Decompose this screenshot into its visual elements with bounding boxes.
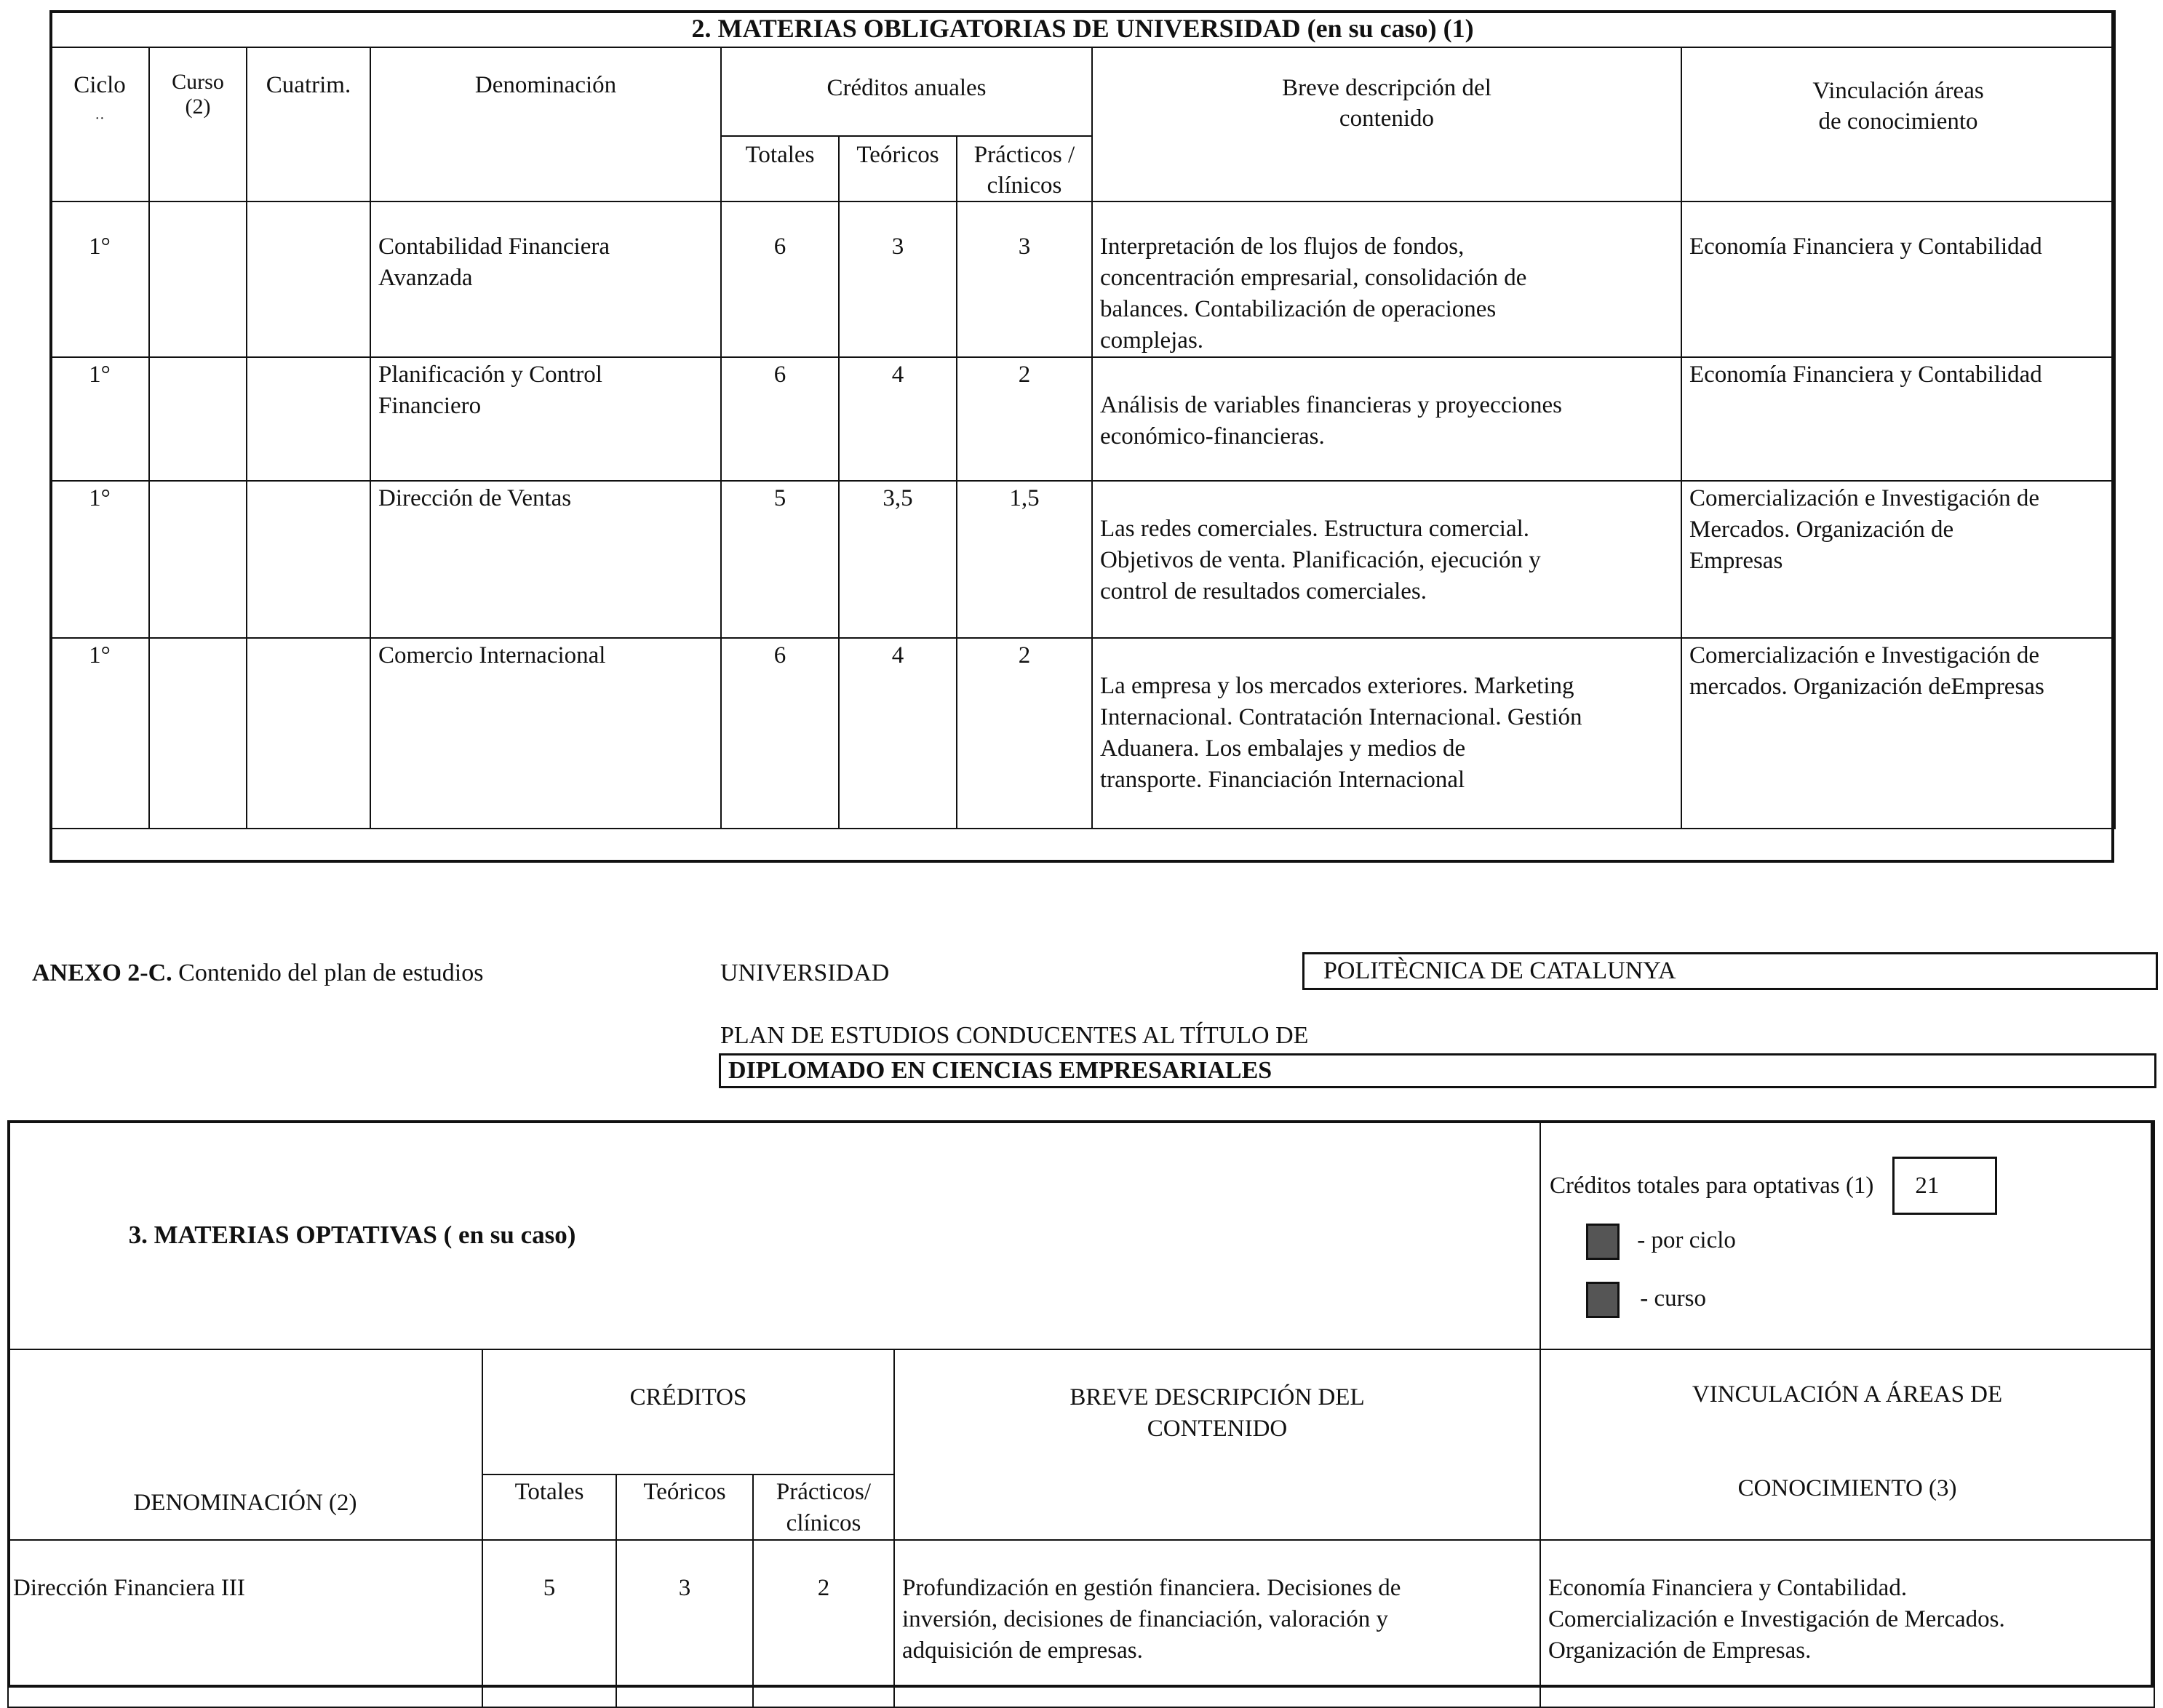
creditos-totales-value: 21 — [1892, 1157, 1997, 1215]
vinculacion-cell: Comercialización e Investigación de mercados. Organización deEmpresas — [1681, 638, 2115, 829]
teoricos-cell: 4 — [839, 638, 957, 829]
practicos-cell: 1,5 — [957, 481, 1092, 638]
anexo-label: ANEXO 2-C. — [32, 959, 172, 986]
practicos-cell: 2 — [957, 638, 1092, 829]
cuatrim-cell — [247, 201, 370, 357]
anexo-subtitle: Contenido del plan de estudios — [178, 959, 484, 986]
curso-checkbox[interactable] — [1586, 1282, 1620, 1318]
ciclo-cell: 1° — [50, 481, 149, 638]
por-ciclo-checkbox[interactable] — [1586, 1224, 1620, 1260]
vinculacion-cell: Economía Financiera y Contabilidad — [1681, 357, 2115, 481]
practicos-cell: 3 — [957, 201, 1092, 357]
optativas-title: 3. MATERIAS OPTATIVAS ( en su caso) — [128, 1220, 576, 1249]
por-ciclo-row — [1586, 1224, 2154, 1260]
teoricos-cell: 3 — [616, 1540, 753, 1707]
cuatrim-cell — [247, 357, 370, 481]
universidad-label: UNIVERSIDAD — [720, 959, 890, 986]
teoricos-cell: 4 — [839, 357, 957, 481]
header-vinculacion: VINCULACIÓN A ÁREAS DE CONOCIMIENTO (3) — [1540, 1349, 2154, 1540]
header-teoricos: Teóricos — [839, 136, 957, 201]
teoricos-cell: 3,5 — [839, 481, 957, 638]
header-practicos: Prácticos / clínicos — [957, 136, 1092, 201]
curso-cell — [149, 638, 247, 829]
creditos-totales-label: Créditos totales para optativas (1) — [1550, 1172, 1874, 1199]
plan-label: PLAN DE ESTUDIOS CONDUCENTES AL TÍTULO DE — [720, 1022, 1309, 1049]
header-totales: Totales — [721, 136, 839, 201]
teoricos-cell: 3 — [839, 201, 957, 357]
obligatorias-table — [49, 10, 2116, 829]
curso-cell — [149, 357, 247, 481]
curso-cell — [149, 481, 247, 638]
titulo-field: DIPLOMADO EN CIENCIAS EMPRESARIALES — [719, 1053, 2156, 1088]
denominacion-cell: Dirección Financiera III — [8, 1540, 482, 1707]
header-totales: Totales — [482, 1474, 616, 1540]
por-ciclo-label: - por ciclo — [1637, 1226, 1736, 1253]
header-vinculacion: Vinculación áreas de conocimiento — [1681, 47, 2115, 201]
header-creditos: CRÉDITOS — [482, 1349, 894, 1474]
universidad-field: POLITÈCNICA DE CATALUNYA — [1302, 952, 2158, 990]
anexo-heading — [32, 959, 483, 988]
practicos-cell: 2 — [753, 1540, 894, 1707]
denominacion-cell: Planificación y Control Financiero — [370, 357, 721, 481]
ciclo-cell: 1° — [50, 638, 149, 829]
ciclo-cell: 1° — [50, 357, 149, 481]
totales-cell: 6 — [721, 638, 839, 829]
totales-cell: 6 — [721, 357, 839, 481]
optativas-title-cell — [8, 1121, 1540, 1349]
denominacion-cell: Contabilidad Financiera Avanzada — [370, 201, 721, 357]
descripcion-cell: Interpretación de los flujos de fondos, concentración empresarial, consolidación de balances. Contabilización de operaciones complejas. — [1092, 201, 1681, 357]
header-descripcion: Breve descripción del contenido — [1092, 47, 1681, 201]
optativas-table — [7, 1120, 2155, 1708]
descripcion-cell: La empresa y los mercados exteriores. Marketing Internacional. Contratación Internacional. Gestión Aduanera. Los embalajes y medios de transporte. Financiación Internacional — [1092, 638, 1681, 829]
header-practicos: Prácticos/ clínicos — [753, 1474, 894, 1540]
curso-row — [1586, 1282, 2154, 1318]
cuatrim-cell — [247, 481, 370, 638]
header-teoricos: Teóricos — [616, 1474, 753, 1540]
practicos-cell: 2 — [957, 357, 1092, 481]
table-row — [50, 638, 2115, 829]
totales-cell: 5 — [721, 481, 839, 638]
header-creditos-anuales: Créditos anuales — [721, 47, 1092, 136]
table-row — [50, 357, 2115, 481]
creditos-totales-cell — [1540, 1121, 2154, 1349]
header-denominacion: DENOMINACIÓN (2) — [8, 1349, 482, 1540]
header-descripcion: BREVE DESCRIPCIÓN DEL CONTENIDO — [894, 1349, 1540, 1540]
header-denominacion: Denominación — [370, 47, 721, 201]
vinculacion-cell: Economía Financiera y Contabilidad. Comercialización e Investigación de Mercados. Organización de Empresas. — [1540, 1540, 2154, 1707]
header-ciclo: Ciclo ·· — [50, 47, 149, 201]
vinculacion-cell: Economía Financiera y Contabilidad — [1681, 201, 2115, 357]
ciclo-cell: 1° — [50, 201, 149, 357]
totales-cell: 5 — [482, 1540, 616, 1707]
curso-label: - curso — [1640, 1285, 1707, 1312]
denominacion-cell: Comercio Internacional — [370, 638, 721, 829]
table-row — [8, 1540, 2154, 1707]
cuatrim-cell — [247, 638, 370, 829]
descripcion-cell: Análisis de variables financieras y proyecciones económico-financieras. — [1092, 357, 1681, 481]
table-row — [50, 201, 2115, 357]
descripcion-cell: Profundización en gestión financiera. Decisiones de inversión, decisiones de financiación, valoración y adquisición de empresas. — [894, 1540, 1540, 1707]
header-cuatrim: Cuatrim. — [247, 47, 370, 201]
obligatorias-title: 2. MATERIAS OBLIGATORIAS DE UNIVERSIDAD (en su caso) (1) — [50, 11, 2115, 47]
vinculacion-cell: Comercialización e Investigación de Mercados. Organización de Empresas — [1681, 481, 2115, 638]
totales-cell: 6 — [721, 201, 839, 357]
curso-cell — [149, 201, 247, 357]
table-row — [50, 481, 2115, 638]
header-curso: Curso (2) — [149, 47, 247, 201]
descripcion-cell: Las redes comerciales. Estructura comercial. Objetivos de venta. Planificación, ejecución y control de resultados comerciales. — [1092, 481, 1681, 638]
denominacion-cell: Dirección de Ventas — [370, 481, 721, 638]
